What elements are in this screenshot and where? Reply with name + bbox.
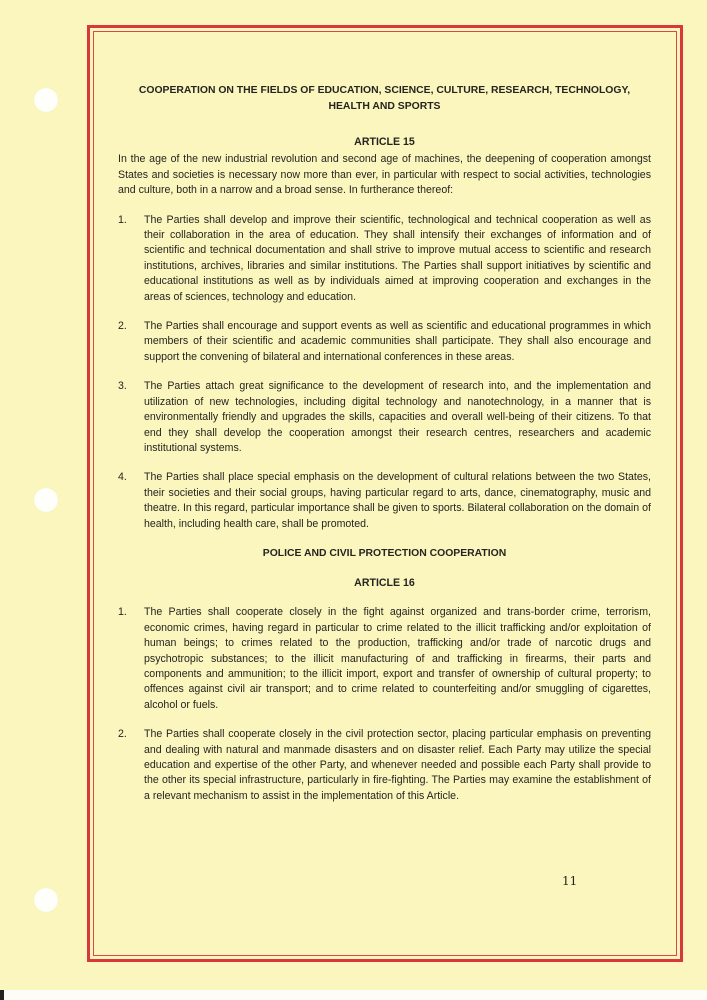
article-16-item <box>118 727 651 804</box>
item-text: The Parties shall encourage and support events as well as scientific and educational programmes in which members of their scientific and academic communities shall participate. They shall also encourage and support the convening of bilateral and international conferences in these areas. <box>144 320 651 363</box>
article-16-title: ARTICLE 16 <box>354 576 415 589</box>
item-text: The Parties shall develop and improve their scientific, technological and technical cooperation as well as their collaboration in the area of education. They shall intensify their exchanges of information and of scientific and technical documentation and shall strive to improve mutual access to scientific and research institutions, archives, libraries and similar institutions. The Parties shall support initiatives by scientific and educational institutions as well as by individuals aimed at improving cooperation and exchanges in the areas of sciences, technology and education. <box>144 213 651 303</box>
item-number: 3. <box>118 380 127 393</box>
punch-hole-top <box>34 88 58 112</box>
section-heading-line-1: COOPERATION ON THE FIELDS OF EDUCATION, SCIENCE, CULTURE, RESEARCH, TECHNOLOGY, <box>138 85 631 96</box>
section-heading: POLICE AND CIVIL PROTECTION COOPERATION <box>262 547 507 559</box>
article-15-intro: In the age of the new industrial revolution and second age of machines, the deepening of cooperation amongst States and societies is necessary now more than ever, in particular with respect to social activities, technologies and culture, both in a narrow and a broad sense. In furtherance thereof: <box>118 153 651 197</box>
item-number: 1. <box>118 606 127 619</box>
punch-hole-middle <box>34 488 58 512</box>
item-text: The Parties shall place special emphasis on the development of cultural relations between the two States, their societies and their social groups, having particular regard to arts, dance, cinematography, music and theatre. In this regard, particular importance shall be given to sports. Bilateral collaboration on the domain of health, including health care, shall be promoted. <box>144 471 651 530</box>
item-text: The Parties shall cooperate closely in the civil protection sector, placing particular emphasis on preventing and dealing with natural and manmade disasters and on disaster relief. Each Party may utilize the special education and expertise of the other Party, and whenever needed and possible each Party shall provide to the other its special infrastructure, particularly in fire-fighting. The Parties may examine the establishment of a relevant mechanism to assist in the implementation of this Article. <box>144 728 651 802</box>
section-police-civil-protection <box>118 546 651 804</box>
item-text: The Parties attach great significance to the development of research into, and the implementation and utilization of new technologies, including digital technology and nanotechnology, in a manner that is environmentally friendly and upgrades the skills, capacities and overall well-being of their citizens. To that end they shall develop the cooperation amongst their research centres, researchers and academic institutional systems. <box>144 380 651 454</box>
article-15-item <box>118 470 651 532</box>
item-number: 1. <box>118 213 127 226</box>
article-15-item <box>118 379 651 456</box>
section-heading-line-2: HEALTH AND SPORTS <box>328 101 441 112</box>
document-content <box>118 83 651 804</box>
article-16-item <box>118 605 651 713</box>
scan-edge-mark <box>0 990 4 1000</box>
page-number: 11 <box>562 874 578 888</box>
item-number: 2. <box>118 320 127 333</box>
article-15-title: ARTICLE 15 <box>354 136 415 148</box>
item-text: The Parties shall cooperate closely in the fight against organized and trans-border crime, terrorism, economic crimes, having regard in particular to crime related to the illicit trafficking and/or exploitation of human beings; to crimes related to the production, trafficking and/or trade of narcotic drugs and psychotropic substances; to the illicit manufacturing of and trafficking in firearms, their parts and components and ammunition; to the illicit import, export and transfer of ownership of cultural property; to offences against civil air transport; and to crime related to counterfeiting and/or smuggling of cigarettes, alcohol or fuels. <box>144 606 651 711</box>
article-15-item <box>118 319 651 365</box>
item-number: 4. <box>118 471 127 484</box>
section-education-science <box>118 83 651 532</box>
article-15-item <box>118 213 651 305</box>
punch-hole-bottom <box>34 888 58 912</box>
item-number: 2. <box>118 728 127 741</box>
